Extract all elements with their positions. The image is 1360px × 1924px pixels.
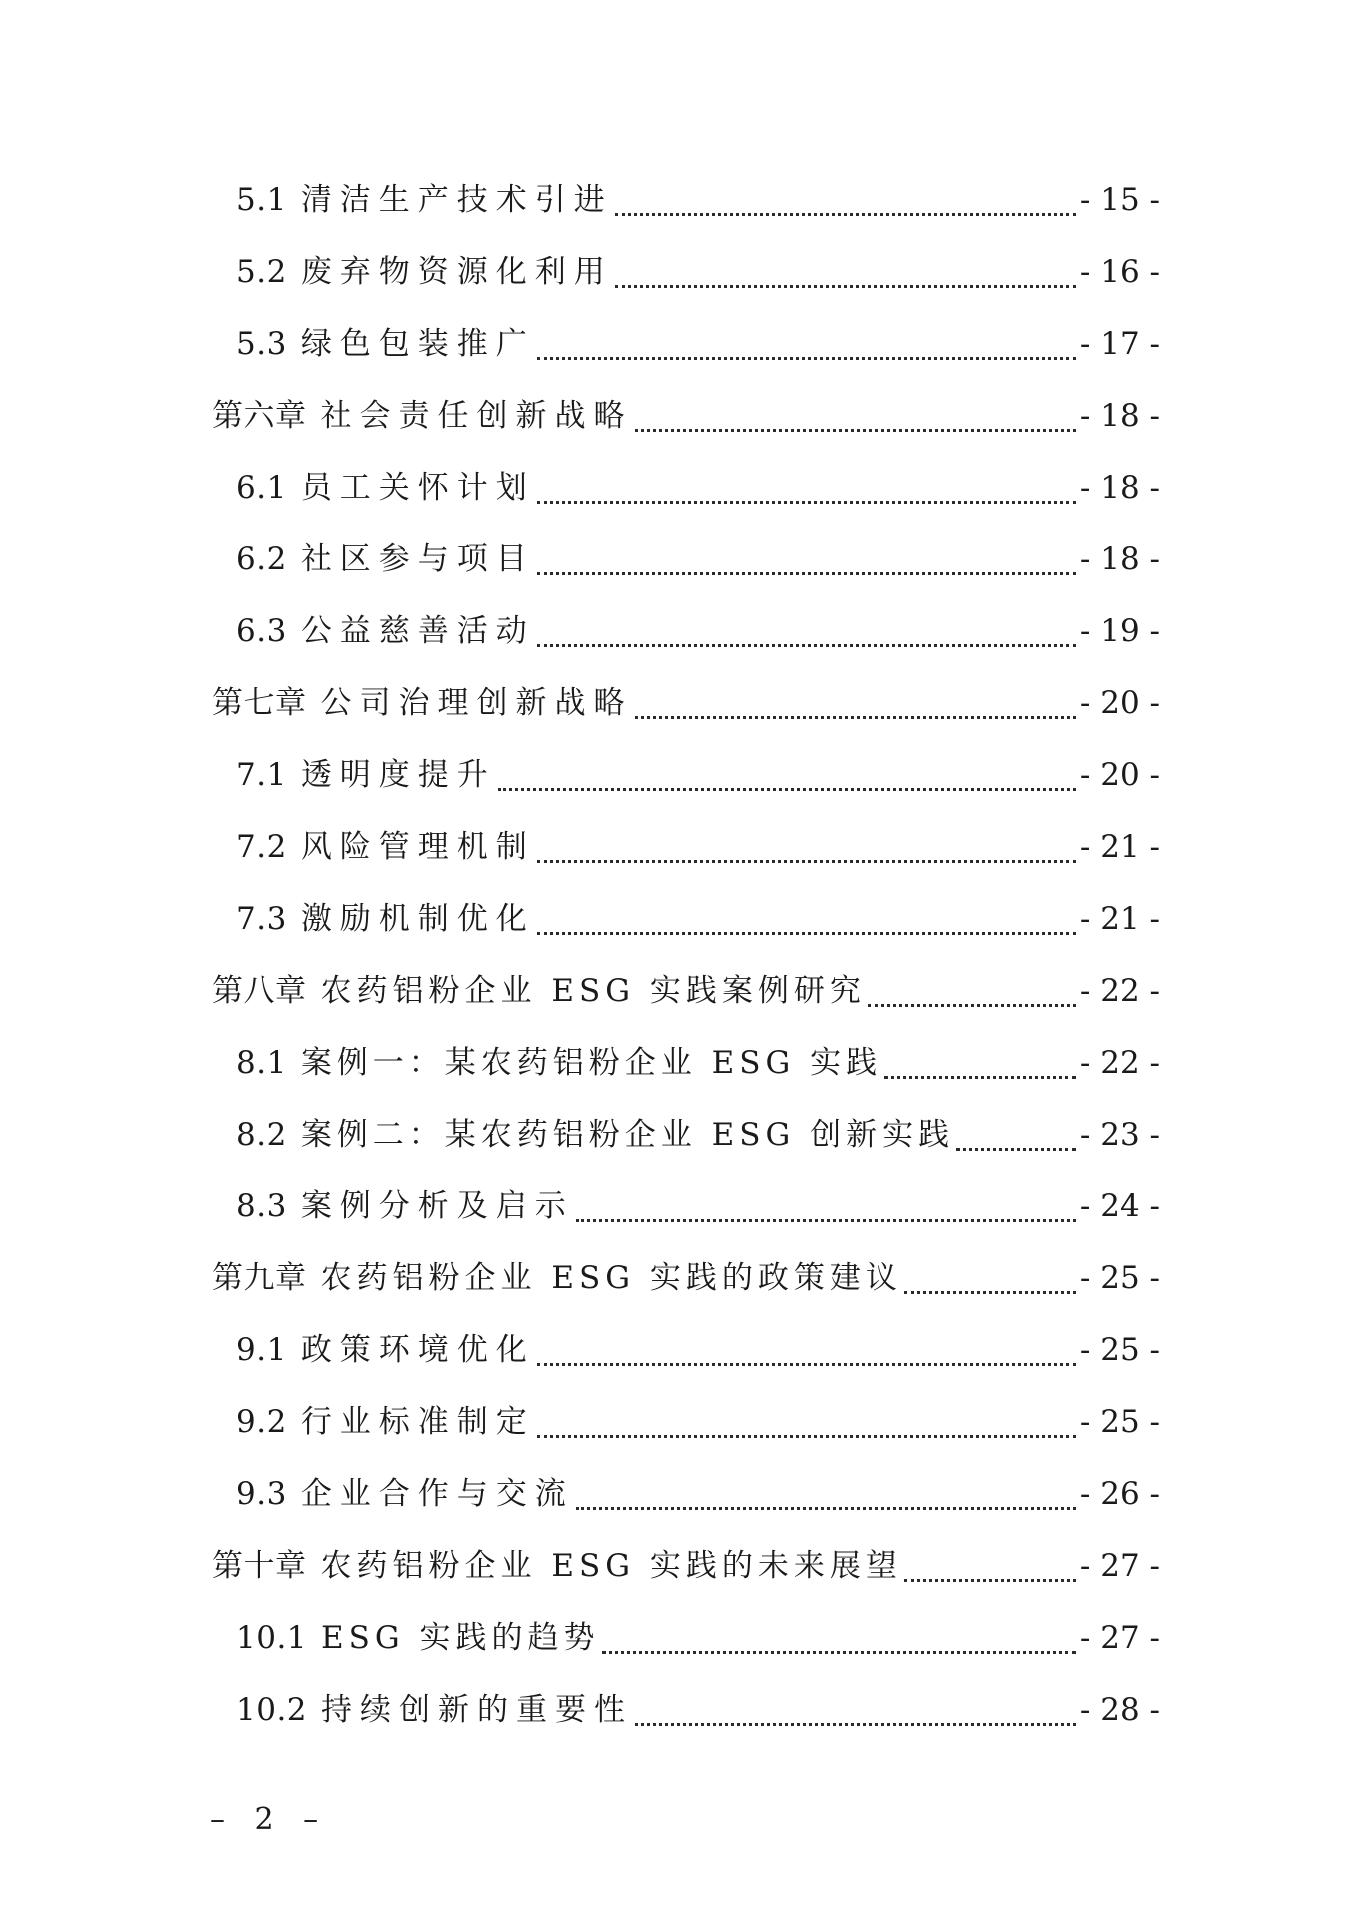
dot-leader bbox=[537, 1326, 1076, 1374]
toc-entry-number: 第八章 bbox=[212, 972, 307, 1009]
toc-entry-title: 绿色包装推广 bbox=[300, 325, 535, 362]
toc-entry-chapter-9[interactable] bbox=[0, 1254, 1360, 1326]
dot-leader bbox=[537, 607, 1076, 655]
toc-entry-title: 农药铝粉企业 ESG 实践案例研究 bbox=[320, 972, 866, 1009]
toc-entry-title: 案例一：某农药铝粉企业 ESG 实践 bbox=[300, 1044, 883, 1081]
dot-leader bbox=[602, 1614, 1076, 1662]
toc-entry-page: - 27 - bbox=[1079, 1547, 1160, 1584]
toc-entry-7-3[interactable] bbox=[0, 895, 1360, 967]
toc-entry-8-2[interactable] bbox=[0, 1111, 1360, 1183]
dot-leader bbox=[615, 248, 1076, 296]
toc-entry-number: 7.2 bbox=[236, 829, 287, 866]
toc-entry-page: - 25 - bbox=[1079, 1332, 1160, 1369]
dot-leader bbox=[904, 1254, 1076, 1302]
toc-entry-title: 社会责任创新战略 bbox=[320, 397, 633, 434]
toc-entry-5-2[interactable] bbox=[0, 248, 1360, 320]
toc-entry-number: 10.2 bbox=[236, 1691, 308, 1728]
toc-entry-page: - 17 - bbox=[1079, 325, 1160, 362]
toc-entry-number: 第六章 bbox=[212, 397, 307, 434]
toc-entry-5-1[interactable] bbox=[0, 176, 1360, 248]
toc-entry-10-1[interactable] bbox=[0, 1614, 1360, 1686]
dot-leader bbox=[868, 967, 1076, 1015]
toc-entry-title: 案例二：某农药铝粉企业 ESG 创新实践 bbox=[300, 1116, 955, 1153]
dot-leader bbox=[537, 535, 1076, 583]
toc-entry-title: 透明度提升 bbox=[300, 757, 496, 794]
dot-leader bbox=[884, 1039, 1076, 1087]
toc-entry-page: - 22 - bbox=[1079, 972, 1160, 1009]
toc-entry-chapter-10[interactable] bbox=[0, 1542, 1360, 1614]
dot-leader bbox=[537, 1398, 1076, 1446]
toc-entry-title: 清洁生产技术引进 bbox=[300, 182, 613, 218]
toc-entry-number: 8.1 bbox=[236, 1044, 287, 1081]
dot-leader bbox=[537, 895, 1076, 943]
toc-entry-chapter-7[interactable] bbox=[0, 679, 1360, 751]
toc-entry-page: - 27 - bbox=[1079, 1619, 1160, 1656]
toc-entry-10-2[interactable] bbox=[0, 1686, 1360, 1758]
toc-entry-title: 公司治理创新战略 bbox=[320, 685, 633, 722]
page-number: – 2 – bbox=[210, 1802, 329, 1837]
dot-leader bbox=[615, 176, 1076, 224]
toc-entry-number: 5.1 bbox=[236, 182, 287, 218]
dot-leader bbox=[904, 1542, 1076, 1590]
toc-entry-page: - 23 - bbox=[1079, 1116, 1160, 1153]
toc-entry-title: 政策环境优化 bbox=[300, 1332, 535, 1369]
toc-entry-page: - 28 - bbox=[1079, 1691, 1160, 1728]
dot-leader bbox=[635, 392, 1076, 440]
toc-entry-page: - 16 - bbox=[1079, 253, 1160, 290]
toc-entry-number: 9.2 bbox=[236, 1404, 287, 1441]
toc-entry-6-3[interactable] bbox=[0, 607, 1360, 679]
toc-entry-title: ESG 实践的趋势 bbox=[321, 1619, 600, 1656]
dot-leader bbox=[537, 320, 1076, 368]
dot-leader bbox=[576, 1182, 1076, 1230]
toc-entry-page: - 25 - bbox=[1079, 1404, 1160, 1441]
toc-entry-chapter-6[interactable] bbox=[0, 392, 1360, 464]
toc-entry-title: 农药铝粉企业 ESG 实践的未来展望 bbox=[320, 1547, 902, 1584]
toc-entry-page: - 26 - bbox=[1079, 1476, 1160, 1513]
toc-entry-number: 9.3 bbox=[236, 1476, 287, 1513]
toc-entry-9-3[interactable] bbox=[0, 1470, 1360, 1542]
toc-entry-page: - 20 - bbox=[1079, 757, 1160, 794]
toc-entry-page: - 22 - bbox=[1079, 1044, 1160, 1081]
toc-entry-6-1[interactable] bbox=[0, 464, 1360, 536]
toc-entry-number: 第九章 bbox=[212, 1260, 307, 1297]
toc-entry-number: 6.1 bbox=[236, 469, 287, 506]
toc-entry-title: 风险管理机制 bbox=[300, 829, 535, 866]
toc-entry-9-2[interactable] bbox=[0, 1398, 1360, 1470]
toc-entry-title: 持续创新的重要性 bbox=[321, 1691, 634, 1728]
toc-entry-number: 6.2 bbox=[236, 541, 287, 578]
toc-entry-page: - 18 - bbox=[1079, 397, 1160, 434]
toc-entry-number: 7.1 bbox=[236, 757, 287, 794]
dot-leader bbox=[537, 464, 1076, 512]
toc-entry-number: 8.3 bbox=[236, 1188, 287, 1225]
toc-entry-page: - 25 - bbox=[1079, 1260, 1160, 1297]
toc-entry-7-2[interactable] bbox=[0, 823, 1360, 895]
toc-entry-page: - 21 - bbox=[1079, 829, 1160, 866]
toc-entry-8-1[interactable] bbox=[0, 1039, 1360, 1111]
toc-entry-title: 农药铝粉企业 ESG 实践的政策建议 bbox=[320, 1260, 902, 1297]
toc-entry-number: 5.3 bbox=[236, 325, 287, 362]
toc-entry-title: 员工关怀计划 bbox=[300, 469, 535, 506]
toc-entry-title: 案例分析及启示 bbox=[300, 1188, 574, 1225]
toc-entry-chapter-8[interactable] bbox=[0, 967, 1360, 1039]
toc-entry-number: 第十章 bbox=[212, 1547, 307, 1584]
dot-leader bbox=[576, 1470, 1076, 1518]
dot-leader bbox=[498, 751, 1076, 799]
toc-entry-page: - 15 - bbox=[1079, 182, 1160, 218]
toc-entry-title: 社区参与项目 bbox=[300, 541, 535, 578]
toc-entry-number: 8.2 bbox=[236, 1116, 287, 1153]
toc-entry-page: - 21 - bbox=[1079, 900, 1160, 937]
dot-leader bbox=[956, 1111, 1076, 1159]
dot-leader bbox=[635, 679, 1076, 727]
toc-entry-page: - 19 - bbox=[1079, 613, 1160, 650]
toc-entry-title: 激励机制优化 bbox=[300, 900, 535, 937]
table-of-contents bbox=[0, 176, 1360, 1758]
toc-entry-number: 第七章 bbox=[212, 685, 307, 722]
toc-entry-6-2[interactable] bbox=[0, 535, 1360, 607]
toc-entry-8-3[interactable] bbox=[0, 1182, 1360, 1254]
dot-leader bbox=[537, 823, 1076, 871]
toc-entry-title: 公益慈善活动 bbox=[300, 613, 535, 650]
toc-entry-7-1[interactable] bbox=[0, 751, 1360, 823]
toc-entry-page: - 18 - bbox=[1079, 469, 1160, 506]
toc-entry-page: - 24 - bbox=[1079, 1188, 1160, 1225]
toc-entry-number: 9.1 bbox=[236, 1332, 287, 1369]
toc-entry-title: 企业合作与交流 bbox=[300, 1476, 574, 1513]
toc-entry-number: 6.3 bbox=[236, 613, 287, 650]
dot-leader bbox=[635, 1686, 1076, 1734]
toc-entry-title: 行业标准制定 bbox=[300, 1404, 535, 1441]
toc-entry-page: - 18 - bbox=[1079, 541, 1160, 578]
toc-entry-5-3[interactable] bbox=[0, 320, 1360, 392]
toc-entry-number: 7.3 bbox=[236, 900, 287, 937]
toc-entry-9-1[interactable] bbox=[0, 1326, 1360, 1398]
toc-entry-page: - 20 - bbox=[1079, 685, 1160, 722]
toc-entry-number: 10.1 bbox=[236, 1619, 308, 1656]
toc-entry-title: 废弃物资源化利用 bbox=[300, 253, 613, 290]
toc-entry-number: 5.2 bbox=[236, 253, 287, 290]
